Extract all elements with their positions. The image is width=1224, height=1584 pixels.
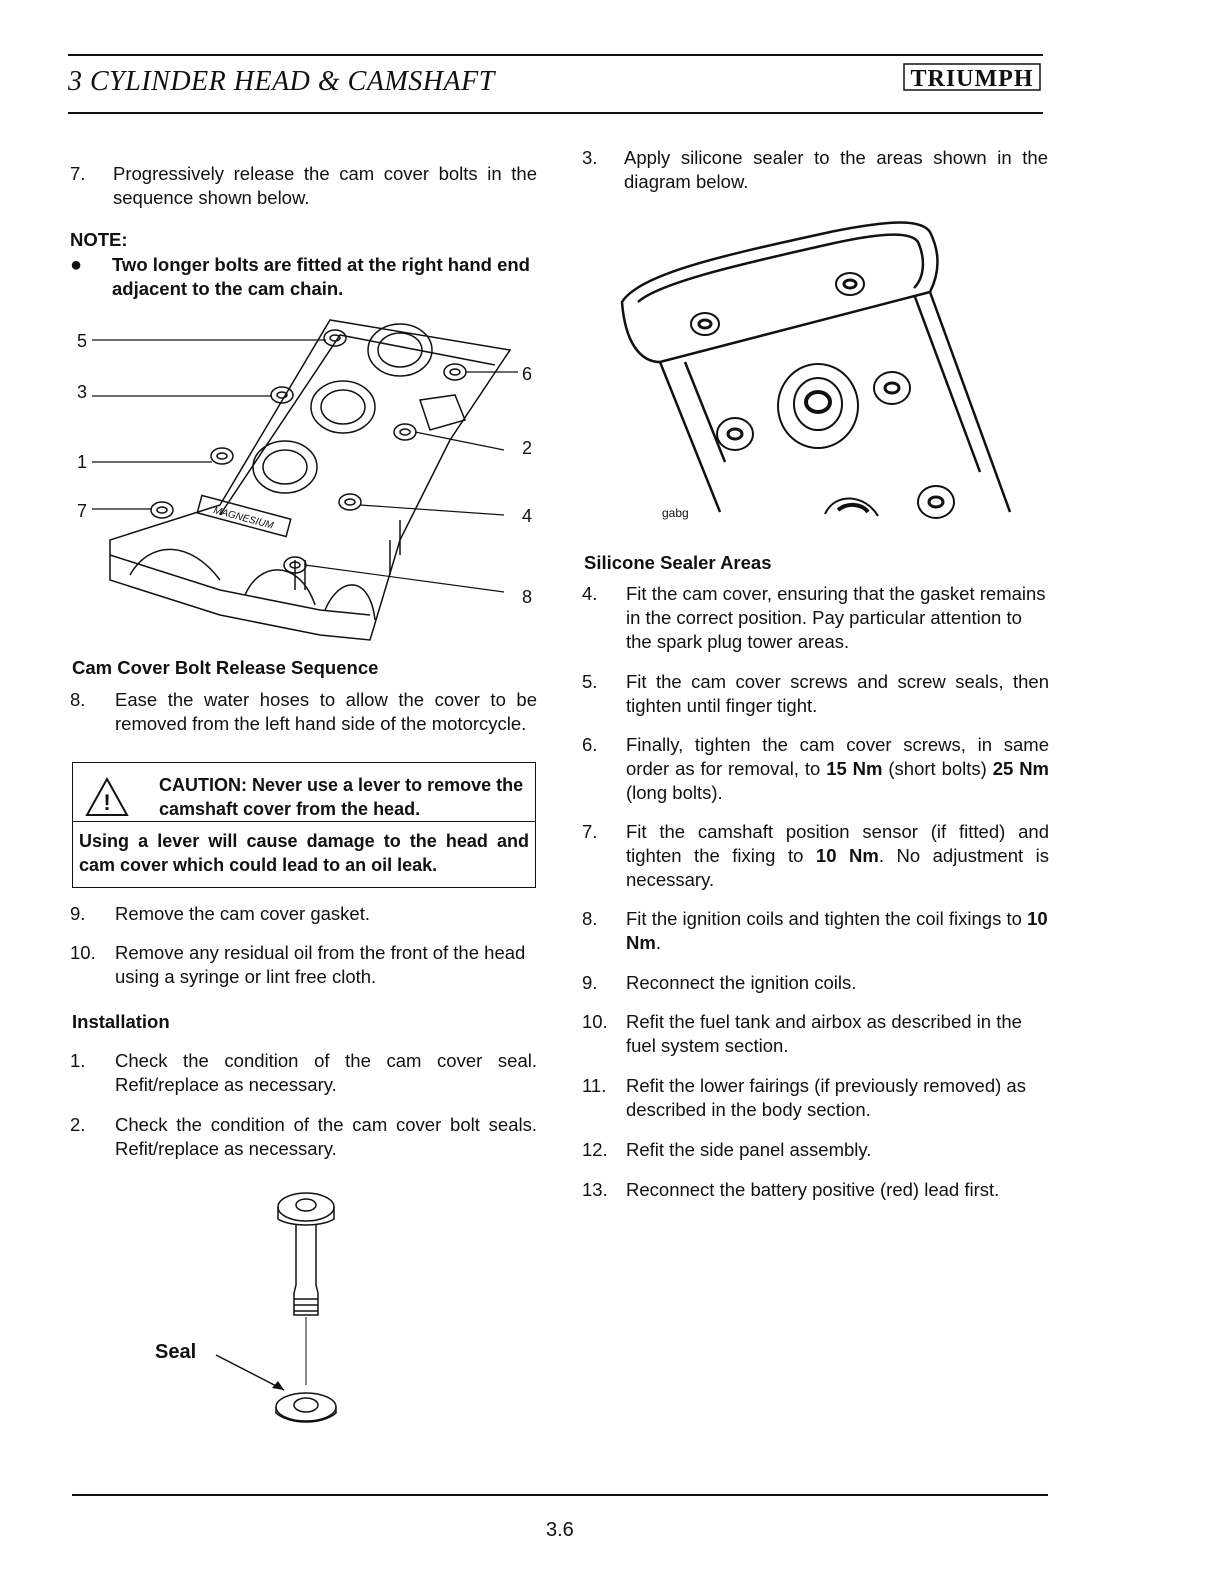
cam-cover-figure — [70, 310, 540, 650]
svg-text:!: ! — [103, 790, 111, 815]
callout-3: 3 — [77, 382, 88, 402]
bullet-icon: ● — [70, 254, 83, 276]
step-number: 7. — [70, 163, 86, 184]
callout-2: 2 — [522, 438, 533, 458]
step-text: Reconnect the battery positive (red) lead first. — [626, 1179, 1000, 1200]
step-text: Fit the ignition coils and tighten the coil fixings to 10 Nm. — [626, 908, 1048, 953]
step-text: Reconnect the ignition coils. — [626, 972, 857, 993]
triumph-logo-mark — [904, 62, 1044, 94]
note-text: Two longer bolts are fitted at the right hand end adjacent to the cam chain. — [112, 254, 530, 299]
caution-heading: CAUTION: Never use a lever to remove the camshaft cover from the head. — [159, 775, 524, 819]
callout-8: 8 — [522, 587, 533, 607]
step-number: 2. — [70, 1114, 86, 1135]
step-text: Apply silicone sealer to the areas shown in the diagram below. — [624, 147, 1048, 192]
magnesium-stamp: MAGNESIUM — [212, 505, 275, 532]
step-number: 9. — [582, 972, 598, 993]
step-text: Check the condition of the cam cover bolt seals. Refit/replace as necessary. — [115, 1114, 537, 1159]
callout-7: 7 — [77, 501, 88, 521]
step-number: 4. — [582, 583, 598, 604]
callout-1: 1 — [77, 452, 88, 472]
step-text: Check the condition of the cam cover seal. Refit/replace as necessary. — [115, 1050, 537, 1095]
step-text: Refit the side panel assembly. — [626, 1139, 872, 1160]
step-number: 1. — [70, 1050, 86, 1071]
step-number: 8. — [70, 689, 86, 710]
figure-caption: Cam Cover Bolt Release Sequence — [72, 657, 379, 678]
silicone-caption: Silicone Sealer Areas — [584, 552, 772, 573]
page-number: 3.6 — [546, 1519, 574, 1541]
warning-triangle-icon — [85, 777, 129, 817]
header-bottom-rule — [68, 112, 1043, 114]
bolt-seal-figure — [200, 1185, 400, 1435]
caution-body: Using a lever will cause damage to the head and cam cover which could lead to an oil leak. — [79, 831, 529, 875]
step-number: 3. — [582, 147, 598, 168]
step-text: Refit the fuel tank and airbox as described in the fuel system section. — [626, 1011, 1022, 1056]
step-number: 11. — [582, 1075, 607, 1096]
step-number: 5. — [582, 671, 598, 692]
step-text: Remove any residual oil from the front of the head using a syringe or lint free cloth. — [115, 942, 526, 987]
svg-text:TRIUMPH: TRIUMPH — [910, 66, 1034, 92]
step-text: Refit the lower fairings (if previously removed) as described in the body section. — [626, 1075, 1026, 1120]
step-text: Ease the water hoses to allow the cover to be removed from the left hand side of the motorcycle. — [115, 689, 537, 734]
step-number: 6. — [582, 734, 598, 755]
silicone-sealer-figure — [610, 212, 1030, 532]
page-title: 3 CYLINDER HEAD & CAMSHAFT — [68, 66, 495, 97]
step-number: 10. — [582, 1011, 608, 1032]
step-number: 10. — [70, 942, 96, 963]
seal-label: Seal — [155, 1341, 197, 1363]
step-number: 8. — [582, 908, 598, 929]
step-text: Remove the cam cover gasket. — [115, 903, 370, 924]
step-number: 9. — [70, 903, 86, 924]
caution-divider — [73, 821, 535, 822]
callout-6: 6 — [522, 364, 533, 384]
triumph-logo — [904, 62, 1044, 101]
step-number: 7. — [582, 821, 598, 842]
step-text: Fit the camshaft position sensor (if fitted) and tighten the fixing to 10 Nm. No adjustment is necessary. — [626, 821, 1049, 890]
callout-5: 5 — [77, 331, 88, 351]
step-number: 12. — [582, 1139, 608, 1160]
installation-heading: Installation — [72, 1011, 170, 1032]
step-text: Progressively release the cam cover bolts in the sequence shown below. — [113, 163, 537, 208]
step-text: Fit the cam cover screws and screw seals, then tighten until finger tight. — [626, 671, 1049, 716]
step-text: Finally, tighten the cam cover screws, in same order as for removal, to 15 Nm (short bolts) 25 Nm (long bolts). — [626, 734, 1050, 803]
caution-box — [72, 762, 536, 888]
step-text: Fit the cam cover, ensuring that the gasket remains in the correct position. Pay particular attention to the spark plug tower areas. — [626, 583, 1046, 652]
footer-rule — [72, 1494, 1048, 1496]
step-number: 13. — [582, 1179, 608, 1200]
header-top-rule — [68, 54, 1043, 56]
callout-4: 4 — [522, 506, 533, 526]
note-heading: NOTE: — [70, 229, 128, 250]
figure-code: gabg — [662, 506, 689, 520]
